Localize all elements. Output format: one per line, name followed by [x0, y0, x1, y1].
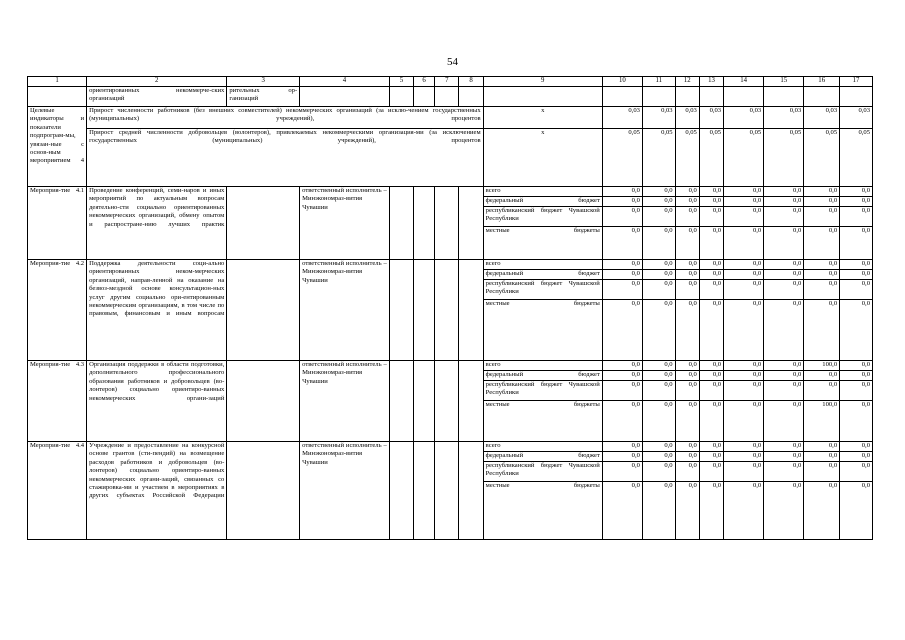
event-row	[28, 361, 873, 371]
empty-cell	[459, 361, 483, 442]
funding-value: 0,0	[675, 280, 699, 300]
funding-value: 0,0	[699, 381, 723, 401]
funding-value: 0,0	[642, 442, 675, 452]
funding-value: 0,0	[804, 280, 840, 300]
continued-description: ориентированных некоммерче-ских организаций	[87, 87, 227, 107]
empty-cell	[435, 260, 459, 361]
empty-cell	[389, 260, 413, 361]
indicator-value: 0,03	[804, 107, 840, 129]
indicator-value: 0,05	[840, 129, 873, 187]
funding-value: 0,0	[840, 280, 873, 300]
funding-value: 0,0	[675, 300, 699, 361]
funding-value: 0,0	[699, 401, 723, 442]
funding-value: 0,0	[675, 482, 699, 540]
event-description: Организация поддержки в области подготовки, дополнительного профессионального образования работников и добровольцев (во-лонтеров) социально ориентиро-ванных некоммерческих органи-заций	[87, 361, 227, 442]
indicator-value: 0,03	[724, 107, 764, 129]
funding-value: 0,0	[764, 442, 804, 452]
funding-value: 0,0	[804, 187, 840, 197]
funding-value: 0,0	[840, 361, 873, 371]
funding-value: 0,0	[699, 361, 723, 371]
funding-value: 0,0	[675, 381, 699, 401]
funding-value: 0,0	[642, 187, 675, 197]
event-name: Мероприя-тие 4.3	[28, 361, 87, 442]
event-description: Проведение конференций, семи-наров и иных мероприятий по актуальным вопросам деятельно-сти социально ориентированных некоммерческих организаций, обмену опытом и распростране-нию лучших практик	[87, 187, 227, 260]
column-number-1: 1	[28, 77, 87, 87]
empty-cell	[435, 361, 459, 442]
empty-cell	[28, 87, 87, 107]
funding-value: 0,0	[724, 462, 764, 482]
funding-value: 0,0	[764, 227, 804, 260]
funding-value: 0,0	[642, 482, 675, 540]
funding-value: 0,0	[724, 187, 764, 197]
empty-cell	[389, 87, 413, 107]
funding-value: 0,0	[602, 401, 642, 442]
event-row	[28, 187, 873, 197]
continuation-row	[28, 87, 873, 107]
funding-value: 0,0	[675, 401, 699, 442]
indicator-value: 0,05	[675, 129, 699, 187]
funding-value: 0,0	[840, 482, 873, 540]
funding-value: 0,0	[840, 401, 873, 442]
empty-cell	[227, 187, 300, 260]
funding-value: 0,0	[764, 462, 804, 482]
funding-value: 0,0	[724, 300, 764, 361]
indicator-value: 0,05	[804, 129, 840, 187]
empty-cell	[300, 87, 390, 107]
empty-cell	[459, 442, 483, 540]
funding-value: 0,0	[602, 197, 642, 207]
funding-value: 0,0	[602, 187, 642, 197]
funding-value: 0,0	[675, 452, 699, 462]
column-number-2: 2	[87, 77, 227, 87]
funding-value: 0,0	[675, 361, 699, 371]
empty-cell	[435, 442, 459, 540]
funding-value: 0,0	[642, 361, 675, 371]
column-number-4: 4	[300, 77, 390, 87]
funding-source: федеральный бюджет	[483, 270, 602, 280]
funding-source: местные бюджеты	[483, 300, 602, 361]
column-number-7: 7	[435, 77, 459, 87]
funding-value: 0,0	[699, 452, 723, 462]
funding-value: 0,0	[699, 482, 723, 540]
funding-value: 0,0	[804, 300, 840, 361]
funding-value: 0,0	[724, 381, 764, 401]
event-name: Мероприя-тие 4.1	[28, 187, 87, 260]
funding-value: 0,0	[675, 207, 699, 227]
column-number-8: 8	[459, 77, 483, 87]
target-indicator-row	[28, 107, 873, 129]
column-number-row	[28, 77, 873, 87]
funding-value: 0,0	[764, 300, 804, 361]
column-number-17: 17	[840, 77, 873, 87]
indicator-value: 0,05	[764, 129, 804, 187]
indicator-value: 0,03	[602, 107, 642, 129]
funding-value: 0,0	[602, 207, 642, 227]
empty-cell	[414, 442, 435, 540]
indicator-value: 0,03	[764, 107, 804, 129]
funding-value: 0,0	[699, 300, 723, 361]
funding-value: 0,0	[764, 187, 804, 197]
funding-value: 0,0	[675, 260, 699, 270]
column-number-14: 14	[724, 77, 764, 87]
funding-value: 0,0	[724, 361, 764, 371]
funding-value: 0,0	[699, 187, 723, 197]
funding-value: 0,0	[602, 452, 642, 462]
funding-value: 0,0	[840, 452, 873, 462]
empty-cell	[414, 260, 435, 361]
column-number-5: 5	[389, 77, 413, 87]
funding-value: 0,0	[642, 197, 675, 207]
event-description: Учреждение и предоставление на конкурсной основе грантов (сти-пендий) на возмещение расходов работников и добровольцев (во-лонтеров) социально ориентиро-ванных некоммерческих органи-заций, связанных со стажировка-ми и участием в мероприятиях в других субъектах Российской Федерации	[87, 442, 227, 540]
event-description: Поддержка деятельности соци-ально ориентированных неком-мерческих организаций, направ-ленной на оказание на безвоз-мездной основе консультацион-ных услуг другим социально ори-ентированным некоммерческим организациям, в том числе по правовым, финансовым и иным вопросам	[87, 260, 227, 361]
funding-value: 0,0	[602, 280, 642, 300]
funding-value: 0,0	[804, 371, 840, 381]
target-indicator-row	[28, 129, 873, 187]
funding-value: 0,0	[840, 227, 873, 260]
funding-value: 0,0	[602, 361, 642, 371]
funding-value: 0,0	[840, 260, 873, 270]
funding-value: 0,0	[642, 270, 675, 280]
indicator-value: 0,03	[642, 107, 675, 129]
funding-value: 0,0	[804, 381, 840, 401]
event-name: Мероприя-тие 4.2	[28, 260, 87, 361]
continued-executor: рительных ор-ганизаций	[227, 87, 300, 107]
funding-value: 0,0	[642, 227, 675, 260]
empty-cell	[227, 361, 300, 442]
funding-value: 0,0	[804, 462, 840, 482]
indicator-value: 0,05	[699, 129, 723, 187]
empty-cell	[804, 87, 840, 107]
funding-value: 0,0	[840, 197, 873, 207]
empty-cell	[724, 87, 764, 107]
funding-value: 0,0	[840, 442, 873, 452]
funding-value: 0,0	[642, 371, 675, 381]
funding-value: 0,0	[804, 227, 840, 260]
funding-value: 0,0	[764, 482, 804, 540]
funding-value: 0,0	[840, 371, 873, 381]
event-executor: ответственный исполнитель – Минэкономраз-вития Чувашии	[300, 260, 390, 361]
indicator-name: Прирост средней численности добровольцев (волонтеров), привлекаемых некоммерческими организация-ми (за исключением государственных (муниципальных) учреждений), процентов	[87, 129, 484, 187]
funding-value: 0,0	[804, 260, 840, 270]
event-row	[28, 442, 873, 452]
funding-source: всего	[483, 187, 602, 197]
funding-value: 0,0	[602, 260, 642, 270]
column-number-16: 16	[804, 77, 840, 87]
funding-value: 0,0	[602, 381, 642, 401]
funding-value: 0,0	[724, 227, 764, 260]
funding-value: 0,0	[675, 197, 699, 207]
event-name: Мероприя-тие 4.4	[28, 442, 87, 540]
funding-value: 0,0	[602, 371, 642, 381]
funding-value: 0,0	[699, 270, 723, 280]
funding-value: 0,0	[602, 300, 642, 361]
funding-value: 0,0	[642, 401, 675, 442]
funding-source: республиканский бюджет Чувашской Республики	[483, 280, 602, 300]
indicator-value: 0,03	[699, 107, 723, 129]
funding-value: 0,0	[699, 260, 723, 270]
funding-value: 0,0	[724, 442, 764, 452]
funding-value: 0,0	[602, 442, 642, 452]
column-number-12: 12	[675, 77, 699, 87]
funding-value: 0,0	[675, 187, 699, 197]
funding-value: 0,0	[724, 207, 764, 227]
program-table	[27, 76, 873, 540]
funding-value: 0,0	[724, 401, 764, 442]
empty-cell	[642, 87, 675, 107]
funding-value: 0,0	[764, 401, 804, 442]
indicator-x: х	[483, 129, 602, 187]
funding-value: 0,0	[764, 260, 804, 270]
funding-value: 0,0	[699, 442, 723, 452]
funding-value: 0,0	[642, 280, 675, 300]
indicator-value: 0,05	[642, 129, 675, 187]
funding-value: 0,0	[642, 300, 675, 361]
empty-cell	[435, 187, 459, 260]
funding-value: 0,0	[764, 280, 804, 300]
funding-value: 0,0	[724, 482, 764, 540]
funding-value: 0,0	[724, 270, 764, 280]
indicator-value: 0,03	[675, 107, 699, 129]
empty-cell	[414, 87, 435, 107]
indicator-value: 0,05	[724, 129, 764, 187]
column-number-15: 15	[764, 77, 804, 87]
funding-value: 0,0	[642, 260, 675, 270]
funding-source: федеральный бюджет	[483, 197, 602, 207]
column-number-10: 10	[602, 77, 642, 87]
funding-value: 0,0	[840, 207, 873, 227]
funding-value: 0,0	[840, 381, 873, 401]
funding-value: 0,0	[840, 300, 873, 361]
funding-value: 100,0	[804, 361, 840, 371]
funding-value: 0,0	[699, 462, 723, 482]
indicator-name: Прирост численности работников (без внешних совместителей) некоммерческих организаций (за исклю-чением государственных (муниципальных) учреждений), процентов	[87, 107, 484, 129]
empty-cell	[414, 361, 435, 442]
funding-source: всего	[483, 442, 602, 452]
event-executor: ответственный исполнитель – Минэкономраз-вития Чувашии	[300, 187, 390, 260]
empty-cell	[602, 87, 642, 107]
empty-cell	[764, 87, 804, 107]
event-executor: ответственный исполнитель – Минэкономраз-вития Чувашии	[300, 442, 390, 540]
empty-cell	[459, 260, 483, 361]
funding-source: всего	[483, 361, 602, 371]
funding-value: 0,0	[764, 371, 804, 381]
funding-source: местные бюджеты	[483, 482, 602, 540]
funding-value: 0,0	[764, 197, 804, 207]
funding-value: 0,0	[804, 207, 840, 227]
funding-value: 0,0	[840, 270, 873, 280]
funding-value: 0,0	[840, 187, 873, 197]
empty-cell	[483, 87, 602, 107]
funding-source: федеральный бюджет	[483, 452, 602, 462]
funding-value: 0,0	[840, 462, 873, 482]
empty-cell	[675, 87, 699, 107]
column-number-6: 6	[414, 77, 435, 87]
column-number-3: 3	[227, 77, 300, 87]
funding-value: 0,0	[699, 280, 723, 300]
funding-value: 0,0	[642, 381, 675, 401]
funding-source: республиканский бюджет Чувашской Республики	[483, 462, 602, 482]
funding-value: 0,0	[724, 280, 764, 300]
page-number: 54	[447, 56, 458, 68]
funding-value: 0,0	[724, 371, 764, 381]
funding-value: 0,0	[724, 452, 764, 462]
funding-value: 0,0	[675, 371, 699, 381]
funding-value: 0,0	[699, 371, 723, 381]
funding-value: 100,0	[804, 401, 840, 442]
empty-cell	[840, 87, 873, 107]
funding-value: 0,0	[699, 197, 723, 207]
empty-cell	[227, 260, 300, 361]
empty-cell	[389, 361, 413, 442]
empty-cell	[227, 442, 300, 540]
funding-value: 0,0	[699, 207, 723, 227]
empty-cell	[699, 87, 723, 107]
funding-value: 0,0	[804, 197, 840, 207]
funding-value: 0,0	[602, 482, 642, 540]
funding-value: 0,0	[642, 452, 675, 462]
funding-value: 0,0	[642, 462, 675, 482]
funding-value: 0,0	[724, 260, 764, 270]
funding-value: 0,0	[675, 227, 699, 260]
column-number-13: 13	[699, 77, 723, 87]
funding-value: 0,0	[642, 207, 675, 227]
event-executor: ответственный исполнитель – Минэкономраз-вития Чувашии	[300, 361, 390, 442]
funding-value: 0,0	[724, 197, 764, 207]
empty-cell	[389, 187, 413, 260]
funding-value: 0,0	[764, 207, 804, 227]
funding-source: местные бюджеты	[483, 401, 602, 442]
funding-value: 0,0	[764, 270, 804, 280]
funding-value: 0,0	[675, 270, 699, 280]
funding-value: 0,0	[675, 442, 699, 452]
column-number-11: 11	[642, 77, 675, 87]
indicator-value: 0,03	[840, 107, 873, 129]
funding-source: местные бюджеты	[483, 227, 602, 260]
funding-value: 0,0	[602, 227, 642, 260]
funding-value: 0,0	[804, 482, 840, 540]
empty-cell	[389, 442, 413, 540]
event-row	[28, 260, 873, 270]
column-number-9: 9	[483, 77, 602, 87]
indicator-value: 0,05	[602, 129, 642, 187]
funding-value: 0,0	[764, 452, 804, 462]
funding-value: 0,0	[804, 452, 840, 462]
funding-source: республиканский бюджет Чувашской Республики	[483, 207, 602, 227]
funding-value: 0,0	[602, 270, 642, 280]
empty-cell	[435, 87, 459, 107]
funding-value: 0,0	[675, 462, 699, 482]
empty-cell	[459, 187, 483, 260]
empty-cell	[459, 87, 483, 107]
funding-value: 0,0	[804, 442, 840, 452]
funding-value: 0,0	[602, 462, 642, 482]
indicator-x: х	[483, 107, 602, 129]
targets-label: Целевые индикаторы и показатели подпрограм-мы, увязан-ные с основ-ным мероприятием 4	[28, 107, 87, 187]
funding-source: федеральный бюджет	[483, 371, 602, 381]
funding-value: 0,0	[764, 381, 804, 401]
funding-value: 0,0	[699, 227, 723, 260]
funding-value: 0,0	[804, 270, 840, 280]
funding-source: республиканский бюджет Чувашской Республики	[483, 381, 602, 401]
funding-value: 0,0	[764, 361, 804, 371]
empty-cell	[414, 187, 435, 260]
funding-source: всего	[483, 260, 602, 270]
